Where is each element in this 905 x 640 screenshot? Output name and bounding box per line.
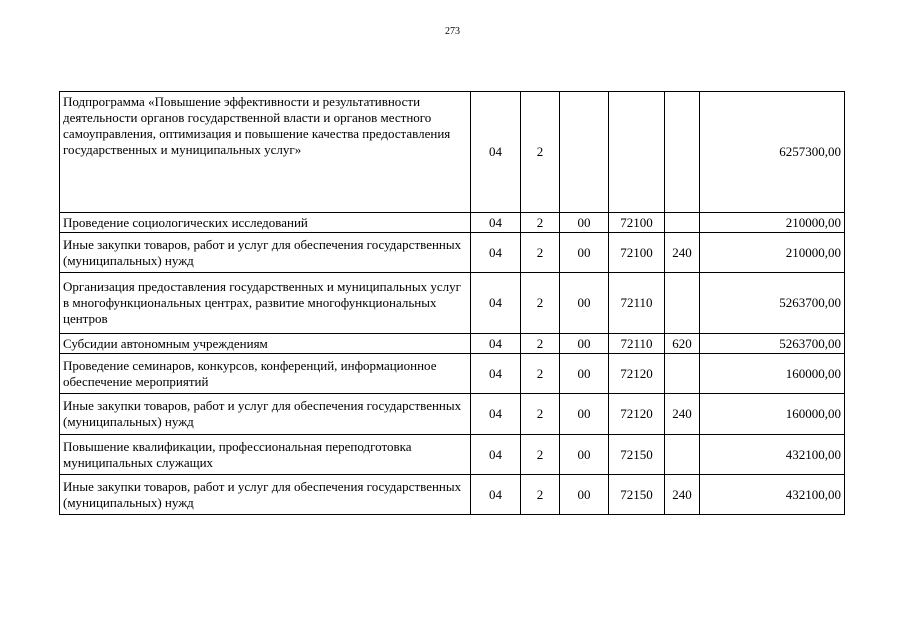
section-code: 04 xyxy=(471,354,521,394)
amount: 160000,00 xyxy=(700,394,845,435)
table-row xyxy=(60,475,845,515)
section-code: 04 xyxy=(471,273,521,334)
program-code: 2 xyxy=(521,233,560,273)
row-name: Иные закупки товаров, работ и услуг для обеспечения государственных (муниципальных) нужд xyxy=(60,475,471,515)
table-row xyxy=(60,394,845,435)
section-code: 04 xyxy=(471,435,521,475)
section-code: 04 xyxy=(471,394,521,435)
section-code: 04 xyxy=(471,213,521,233)
item-code xyxy=(609,92,665,213)
sub-code: 00 xyxy=(560,233,609,273)
section-code: 04 xyxy=(471,475,521,515)
amount: 210000,00 xyxy=(700,213,845,233)
table-row xyxy=(60,213,845,233)
sub-code xyxy=(560,92,609,213)
row-name: Подпрограмма «Повышение эффективности и результативности деятельности органов государственной власти и органов местного самоуправления, оптимизация и повышение качества предоставления государственных и муниципальных услуг» xyxy=(60,92,471,213)
item-code: 72120 xyxy=(609,394,665,435)
amount: 432100,00 xyxy=(700,435,845,475)
table-row xyxy=(60,334,845,354)
table-row xyxy=(60,273,845,334)
expense-type-code: 240 xyxy=(665,475,700,515)
program-code: 2 xyxy=(521,334,560,354)
sub-code: 00 xyxy=(560,273,609,334)
item-code: 72150 xyxy=(609,475,665,515)
amount: 160000,00 xyxy=(700,354,845,394)
expense-type-code xyxy=(665,435,700,475)
expense-type-code xyxy=(665,92,700,213)
item-code: 72110 xyxy=(609,334,665,354)
expense-type-code: 240 xyxy=(665,233,700,273)
table-row xyxy=(60,92,845,213)
sub-code: 00 xyxy=(560,475,609,515)
expense-type-code xyxy=(665,213,700,233)
program-code: 2 xyxy=(521,273,560,334)
page-number: 273 xyxy=(445,26,460,37)
amount: 210000,00 xyxy=(700,233,845,273)
row-name: Иные закупки товаров, работ и услуг для обеспечения государственных (муниципальных) нужд xyxy=(60,394,471,435)
program-code: 2 xyxy=(521,435,560,475)
row-name: Иные закупки товаров, работ и услуг для обеспечения государственных (муниципальных) нужд xyxy=(60,233,471,273)
expense-type-code: 240 xyxy=(665,394,700,435)
sub-code: 00 xyxy=(560,213,609,233)
row-name: Повышение квалификации, профессиональная переподготовка муниципальных служащих xyxy=(60,435,471,475)
budget-table xyxy=(59,91,845,515)
section-code: 04 xyxy=(471,334,521,354)
item-code: 72150 xyxy=(609,435,665,475)
row-name: Проведение социологических исследований xyxy=(60,213,471,233)
row-name: Проведение семинаров, конкурсов, конференций, информационное обеспечение мероприятий xyxy=(60,354,471,394)
program-code: 2 xyxy=(521,92,560,213)
item-code: 72120 xyxy=(609,354,665,394)
amount: 432100,00 xyxy=(700,475,845,515)
row-name: Организация предоставления государственных и муниципальных услуг в многофункциональных центрах, развитие многофункциональных центров xyxy=(60,273,471,334)
amount: 6257300,00 xyxy=(700,92,845,213)
program-code: 2 xyxy=(521,213,560,233)
program-code: 2 xyxy=(521,354,560,394)
section-code: 04 xyxy=(471,233,521,273)
table-row xyxy=(60,354,845,394)
amount: 5263700,00 xyxy=(700,334,845,354)
sub-code: 00 xyxy=(560,354,609,394)
item-code: 72100 xyxy=(609,233,665,273)
table-row xyxy=(60,233,845,273)
expense-type-code: 620 xyxy=(665,334,700,354)
expense-type-code xyxy=(665,273,700,334)
table-row xyxy=(60,435,845,475)
sub-code: 00 xyxy=(560,435,609,475)
row-name: Субсидии автономным учреждениям xyxy=(60,334,471,354)
expense-type-code xyxy=(665,354,700,394)
sub-code: 00 xyxy=(560,394,609,435)
sub-code: 00 xyxy=(560,334,609,354)
item-code: 72110 xyxy=(609,273,665,334)
item-code: 72100 xyxy=(609,213,665,233)
program-code: 2 xyxy=(521,394,560,435)
amount: 5263700,00 xyxy=(700,273,845,334)
program-code: 2 xyxy=(521,475,560,515)
section-code: 04 xyxy=(471,92,521,213)
